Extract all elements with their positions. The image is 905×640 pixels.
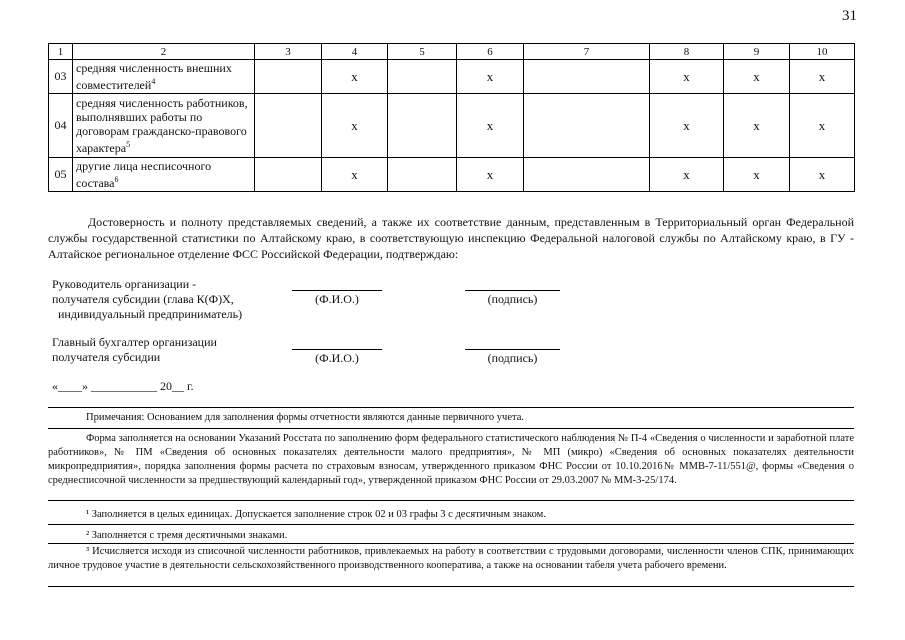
table-cell: x (650, 94, 724, 158)
column-header: 4 (322, 44, 388, 60)
row-code: 03 (49, 60, 73, 94)
accountant-label: Главный бухгалтер организации получателя субсидии (52, 335, 217, 364)
table-row (49, 94, 855, 158)
table-cell: x (650, 60, 724, 94)
head-fio-line (292, 290, 382, 291)
table-cell: x (790, 60, 855, 94)
table-cell: x (457, 60, 524, 94)
table-row (49, 158, 855, 192)
table-cell: x (322, 60, 388, 94)
head-label: Руководитель организации - получателя субсидии (глава К(Ф)Х, индивидуальный предприниматель) (52, 277, 243, 321)
table-cell (524, 94, 650, 158)
column-header: 1 (49, 44, 73, 60)
table-cell (255, 158, 322, 192)
accountant-fio-line (292, 349, 382, 350)
row-code: 05 (49, 158, 73, 192)
table-cell: x (790, 94, 855, 158)
table-cell: x (724, 158, 790, 192)
footnote-1: ¹ Заполняется в целых единицах. Допускается заполнение строк 02 и 03 графы 3 с десятичным знаком. (86, 509, 546, 520)
table-cell (388, 60, 457, 94)
column-header: 6 (457, 44, 524, 60)
divider-2 (48, 428, 854, 429)
table-cell: x (790, 158, 855, 192)
column-header: 7 (524, 44, 650, 60)
row-description: средняя численность внешних совместителей$^4$ (73, 60, 255, 94)
footnote-marker: 5 (126, 140, 131, 149)
accountant-signature-line (465, 349, 560, 350)
footnote-marker: 4 (151, 77, 156, 86)
divider-1 (48, 407, 854, 408)
column-header: 9 (724, 44, 790, 60)
table-row (49, 60, 855, 94)
divider-5 (48, 543, 854, 544)
head-signature-line (465, 290, 560, 291)
table-cell: x (650, 158, 724, 192)
table-cell: x (322, 158, 388, 192)
column-header: 10 (790, 44, 855, 60)
divider-3 (48, 500, 854, 501)
column-header: 3 (255, 44, 322, 60)
table-cell (388, 94, 457, 158)
table-cell: x (724, 94, 790, 158)
column-header: 5 (388, 44, 457, 60)
data-table (48, 43, 855, 192)
row-code: 04 (49, 94, 73, 158)
note-basis: Форма заполняется на основании Указаний Росстата по заполнению форм федерального статистического наблюдения № П-4 «Сведения о численности и заработной плате работников», № ПМ «Сведения об основных показателях деятельности малого предприятия», № МП (микро) «Сведения об основных показателях деятельности микропредприятия», порядка заполнения формы расчета по страховым взносам, утвержденного приказом ФНС России от 10.10.2016№ ММВ-7-11/551@, формы «Сведения о среднесписочной численности за предшествующий календарный год», утвержденной приказом ФНС России от 29.03.2007 № ММ-3-25/174. (48, 433, 854, 486)
table-cell: x (457, 94, 524, 158)
footnote-3: ³ Исчисляется исходя из списочной численности работников, привлекаемых на работу в соответствии с трудовыми договорами, численности членов СПК, принимающих личное трудовое участие в деятельности сельскохозяйственного производственного кооператива, а также на основании табеля учета рабочего времени. (48, 546, 854, 571)
head-signature-caption: (подпись) (487, 292, 538, 306)
column-header: 8 (650, 44, 724, 60)
column-header: 2 (73, 44, 255, 60)
footnote-marker: 6 (114, 175, 119, 184)
confirmation-text: Достоверность и полноту представляемых сведений, а также их соответствие данным, представленным в Территориальный орган Федеральной службы государственной статистики по Алтайскому краю, в соответствующую инспекцию Федеральной налоговой службы по Алтайскому краю, в ГУ - Алтайское региональное отделение ФСС Российской Федерации, подтверждаю: (48, 215, 854, 261)
table-cell (255, 60, 322, 94)
divider-4 (48, 524, 854, 525)
table-cell (524, 60, 650, 94)
footnote-2: ² Заполняется с тремя десятичными знаками. (86, 530, 288, 541)
date-line: «____» ___________ 20__ г. (52, 379, 194, 393)
row-description: средняя численность работников, выполнявших работы по договорам гражданско-правового характера$^5$ (73, 94, 255, 158)
table-cell: x (724, 60, 790, 94)
accountant-fio-caption: (Ф.И.О.) (315, 351, 359, 365)
accountant-signature-caption: (подпись) (487, 351, 538, 365)
table-cell: x (322, 94, 388, 158)
divider-6 (48, 586, 854, 587)
head-fio-caption: (Ф.И.О.) (315, 292, 359, 306)
page-number: 31 (842, 8, 857, 24)
table-cell (388, 158, 457, 192)
row-description: другие лица несписочного состава$^6$ (73, 158, 255, 192)
table-cell (255, 94, 322, 158)
note-primary: Примечания: Основанием для заполнения формы отчетности являются данные первичного учета. (86, 412, 524, 423)
header-row (49, 44, 855, 60)
table-cell (524, 158, 650, 192)
table-cell: x (457, 158, 524, 192)
